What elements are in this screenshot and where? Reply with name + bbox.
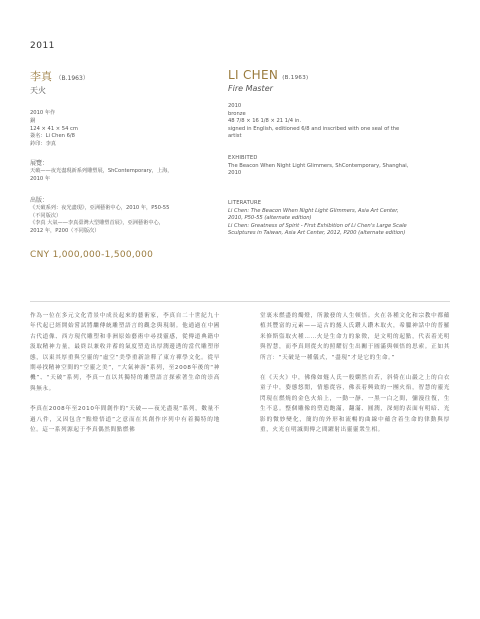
literature-zh bbox=[30, 197, 225, 236]
essay-paragraph: 作為一位在多元文化背景中成長起來的藝術家，李真自二十世紀九十年代起已經開始嘗試將繼傳統雕塑語言的觀念與現制。他通過在中國古代道像、西方現代雕塑和非洲原始藝術中尋找靈感，從傳道典籍中汲取精神力量，最終以兼收并蓄的氣度塑造出厚潤邊透的當代雕塑形態，以東其厚重與空靈的“虛空”美學重新詮釋了東方禪學文化。從早期尋找精神空間的“空靈之美”，“大氣神游”系列，至2008年後的“神機”、“天破”系列，李真一直以其獨特的雕塑語言探索著生命的崇高與無永。 bbox=[30, 313, 220, 392]
literature-line: 2010, P50-55 (alternate edition) bbox=[228, 215, 312, 222]
detail-line: 鈐印：李真 bbox=[30, 141, 56, 148]
artwork-title-en: Fire Master bbox=[228, 84, 273, 93]
literature-en bbox=[228, 200, 463, 238]
artist-name-zh bbox=[30, 68, 89, 84]
essay-paragraph: 李真在2008年至2010年間創作的“天破——夜光盡現”系列，數量不過八件，又因包含“點燈悟道”之意而在其創作序列中有着獨特的地位。這一系列源起于李真偶然間點燃佛 bbox=[30, 406, 220, 434]
artist-dates-zh: （B.1963） bbox=[55, 75, 89, 82]
exhibited-line: The Beacon When Night Light Glimmers, ShContemporary, Shanghai, bbox=[228, 162, 409, 169]
details-en bbox=[228, 103, 453, 141]
details-zh bbox=[30, 110, 210, 149]
literature-line: Sculptures in Taiwan, Asia Art Center, 2012, P200 (alternate edition) bbox=[228, 230, 406, 237]
literature-line: 2012 年，P200（不同版次） bbox=[30, 228, 100, 235]
artist-dates-en: (B.1963) bbox=[282, 75, 309, 81]
detail-line: artist bbox=[228, 133, 242, 140]
detail-line: 48 7/8 × 16 1/8 × 21 1/4 in. bbox=[228, 118, 302, 125]
exhibited-line: 2010 年 bbox=[30, 175, 51, 182]
literature-line: Li Chen: Greatness of Spirit - First Exhibition of Li Chen's Large Scale bbox=[228, 222, 407, 229]
exhibited-line: 2010 bbox=[228, 170, 242, 177]
essay-paragraph: 在《天火》中，佛像如燧人氏一般嫻然自若，斜倚在山巖之上的白衣童子中，姿態悠閒，情態從容，佛表着興致的一團火焰，智慧的靈光閃現在燃燒的金色火焰上，一動一靜、一黑一白之間，彌漫往復，生生不息。整個雕像的塑造飽滿，翻滿、圓潤，深刻的表面有明暗、光影的微妙變化，簡約的外形和流暢的曲線中蘊含着生命的律動與厚重，火光在明滅間傳之間躍射出靈靈衆生相。 bbox=[260, 375, 450, 434]
literature-line: Li Chen: The Beacon When Night Light Glimmers, Asia Art Center, bbox=[228, 207, 399, 214]
literature-line: 《李真 大氣——李真臺灣大型雕塑首展》，亞洲藝術中心， bbox=[30, 220, 164, 227]
exhibited-heading-en: EXHIBITED bbox=[228, 155, 258, 161]
literature-heading-zh: 出版： bbox=[30, 197, 49, 204]
detail-line: 2010 bbox=[228, 103, 242, 109]
essay-column-left bbox=[30, 311, 220, 445]
literature-line: （不同版次） bbox=[30, 212, 62, 219]
artist-name-zh-text: 李真 bbox=[30, 70, 52, 83]
detail-line: 簽名：Li Chen 6/8 bbox=[30, 133, 75, 140]
section-divider bbox=[30, 301, 450, 302]
artwork-title-zh: 天火 bbox=[30, 86, 46, 95]
estimate: CNY 1,000,000-1,500,000 bbox=[30, 250, 154, 260]
exhibited-line: 天破——夜光盡現新系列雕塑展，ShContemporary，上海， bbox=[30, 167, 173, 174]
detail-line: 124 × 41 × 54 cm bbox=[30, 125, 78, 132]
artist-name-en-text: LI CHEN bbox=[228, 68, 279, 82]
detail-line: 銅 bbox=[30, 117, 36, 124]
artist-name-en bbox=[228, 68, 308, 82]
detail-line: signed in English, editioned 6/8 and inscribed with one seal of the bbox=[228, 125, 400, 132]
exhibited-en bbox=[228, 155, 458, 178]
sale-year: 2011 bbox=[30, 41, 55, 51]
essay-paragraph: 堂裏未燃盡的燭燈，所激發的人生頓悟。火在各種文化和宗教中都蘊植其豐富的元素——這古的燧人氏鑽人鑽木取火，希臘神話中的普羅米修斯盜取火種……火是生命力的象徵，是文明的起點，代表着光明與智慧，而李真則從火的照耀衍生出關于圓滿與頓悟的思索。正如其所言：“天破是一種儀式，“盡現”才是它的生命。” bbox=[260, 313, 450, 361]
literature-line: 《天破系列：夜光盡現》，亞洲藝術中心，2010 年，P50-55 bbox=[30, 204, 170, 211]
detail-line: bronze bbox=[228, 110, 246, 117]
exhibited-zh bbox=[30, 160, 220, 183]
essay-column-right bbox=[260, 311, 450, 445]
literature-heading-en: LITERATURE bbox=[228, 200, 262, 206]
exhibited-heading-zh: 展覽： bbox=[30, 160, 49, 167]
detail-line: 2010 年作 bbox=[30, 110, 56, 116]
